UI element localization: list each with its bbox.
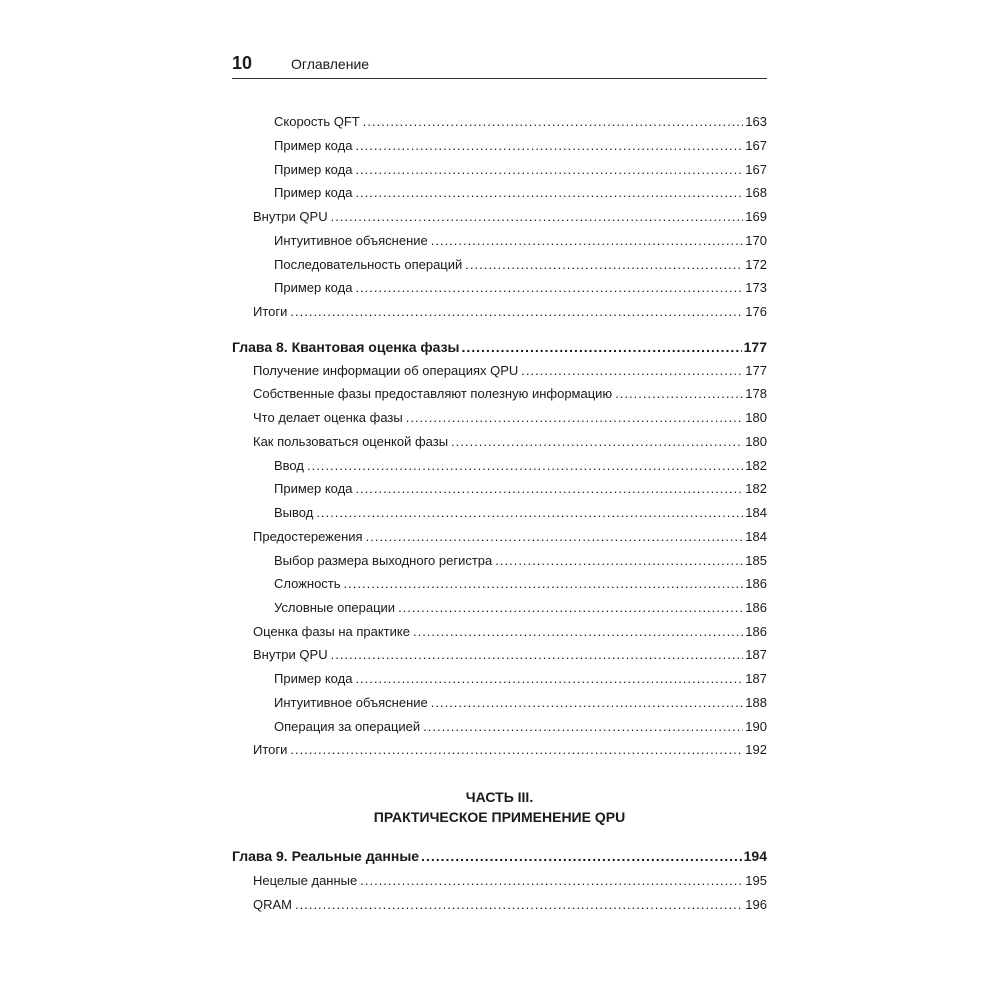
leader-dots xyxy=(423,718,743,736)
toc-entry-title: Нецелые данные xyxy=(253,873,358,888)
leader-dots xyxy=(451,433,743,451)
toc-entry[interactable] xyxy=(232,599,767,617)
toc-entry-page: 169 xyxy=(745,209,767,224)
leader-dots xyxy=(331,208,744,226)
toc-entry-page: 186 xyxy=(745,624,767,639)
toc-entry-page: 167 xyxy=(745,138,767,153)
toc-entry[interactable] xyxy=(232,113,767,131)
toc-entry[interactable] xyxy=(232,208,767,226)
toc-entry[interactable] xyxy=(232,433,767,451)
toc-entry[interactable] xyxy=(232,385,767,403)
toc-entry-page: 182 xyxy=(745,481,767,496)
leader-dots xyxy=(355,184,743,202)
toc-entry-page: 190 xyxy=(745,719,767,734)
leader-dots xyxy=(355,279,743,297)
toc-entry[interactable] xyxy=(232,528,767,546)
leader-dots xyxy=(495,552,743,570)
running-title: Оглавление xyxy=(291,56,370,72)
toc-entry-page: 184 xyxy=(745,529,767,544)
toc-entry-title: Итоги xyxy=(253,742,288,757)
leader-dots xyxy=(363,113,744,131)
leader-dots xyxy=(413,623,743,641)
chapter-page: 177 xyxy=(743,339,767,355)
toc-entry[interactable] xyxy=(232,575,767,593)
toc-entry-title: Внутри QPU xyxy=(253,209,328,224)
toc-entry[interactable] xyxy=(232,741,767,759)
toc-entry-title: Выбор размера выходного регистра xyxy=(274,553,493,568)
toc-entry-title: Скорость QFT xyxy=(274,114,360,129)
toc-entry-title: Пример кода xyxy=(274,280,353,295)
toc-entry[interactable] xyxy=(232,552,767,570)
leader-dots xyxy=(355,161,743,179)
leader-dots xyxy=(331,646,744,664)
toc-entry-title: Предостережения xyxy=(253,529,363,544)
leader-dots xyxy=(398,599,743,617)
toc-entry-page: 187 xyxy=(745,647,767,662)
toc-entry[interactable] xyxy=(232,256,767,274)
toc-entry-page: 186 xyxy=(745,576,767,591)
leader-dots xyxy=(462,338,742,356)
toc-entry-page: 170 xyxy=(745,233,767,248)
leader-dots xyxy=(290,303,743,321)
toc-entry[interactable] xyxy=(232,232,767,250)
leader-dots xyxy=(615,385,743,403)
leader-dots xyxy=(355,480,743,498)
toc-entry[interactable] xyxy=(232,161,767,179)
toc-entry[interactable] xyxy=(232,718,767,736)
toc-entry[interactable] xyxy=(232,137,767,155)
toc-entry[interactable] xyxy=(232,409,767,427)
toc-entry[interactable] xyxy=(232,872,767,890)
toc-entry-title: Оценка фазы на практике xyxy=(253,624,410,639)
toc-entry[interactable] xyxy=(232,896,767,914)
part-number: ЧАСТЬ III. xyxy=(465,789,534,805)
leader-dots xyxy=(316,504,743,522)
toc-entry-page: 177 xyxy=(745,363,767,378)
chapter-page: 194 xyxy=(743,848,767,864)
toc-entry-title: Итоги xyxy=(253,304,288,319)
toc-entry-title: Интуитивное объяснение xyxy=(274,233,428,248)
chapter-title: Глава 8. Квантовая оценка фазы xyxy=(232,339,460,355)
leader-dots xyxy=(431,694,744,712)
toc-entry-title: Получение информации об операциях QPU xyxy=(253,363,519,378)
toc-entry-page: 173 xyxy=(745,280,767,295)
toc-entry[interactable] xyxy=(232,670,767,688)
toc-entry-title: Пример кода xyxy=(274,162,353,177)
toc-entry-page: 188 xyxy=(745,695,767,710)
toc-entry-title: Собственные фазы предоставляют полезную информацию xyxy=(253,386,613,401)
leader-dots xyxy=(344,575,744,593)
toc-entry[interactable] xyxy=(232,303,767,321)
toc-entry-page: 176 xyxy=(745,304,767,319)
toc-entry-page: 180 xyxy=(745,410,767,425)
toc-entry-page: 184 xyxy=(745,505,767,520)
toc-entry-title: Что делает оценка фазы xyxy=(253,410,403,425)
toc-entry-title: Пример кода xyxy=(274,138,353,153)
leader-dots xyxy=(465,256,743,274)
toc-entry-title: Ввод xyxy=(274,458,304,473)
toc-entry-page: 178 xyxy=(745,386,767,401)
toc-entry[interactable] xyxy=(232,646,767,664)
leader-dots xyxy=(421,847,742,865)
running-header xyxy=(232,52,767,79)
toc-entry-title: Последовательность операций xyxy=(274,257,463,272)
toc-chapter-9[interactable] xyxy=(232,847,767,865)
toc-entry-title: Пример кода xyxy=(274,481,353,496)
page-number: 10 xyxy=(232,53,253,73)
toc-entry-page: 187 xyxy=(745,671,767,686)
toc-entry-page: 167 xyxy=(745,162,767,177)
toc-entry-title: Операция за операцией xyxy=(274,719,421,734)
toc-entry-page: 180 xyxy=(745,434,767,449)
leader-dots xyxy=(406,409,744,427)
toc-entry-page: 192 xyxy=(745,742,767,757)
toc-entry-page: 196 xyxy=(745,897,767,912)
leader-dots xyxy=(355,137,743,155)
toc-entry-title: Интуитивное объяснение xyxy=(274,695,428,710)
toc-entry-title: Сложность xyxy=(274,576,341,591)
toc-entry[interactable] xyxy=(232,279,767,297)
toc-entry-title: Условные операции xyxy=(274,600,396,615)
chapter-title: Глава 9. Реальные данные xyxy=(232,848,420,864)
leader-dots xyxy=(355,670,743,688)
toc-entry-page: 163 xyxy=(745,114,767,129)
leader-dots xyxy=(290,741,743,759)
toc-entry-page: 168 xyxy=(745,185,767,200)
toc-chapter-8[interactable] xyxy=(232,338,767,356)
toc-entry-page: 195 xyxy=(745,873,767,888)
toc-entry[interactable] xyxy=(232,184,767,202)
leader-dots xyxy=(431,232,744,250)
leader-dots xyxy=(307,457,743,475)
toc-entry-page: 186 xyxy=(745,600,767,615)
toc-entry-page: 182 xyxy=(745,458,767,473)
toc-entry[interactable] xyxy=(232,457,767,475)
toc-entry-title: Внутри QPU xyxy=(253,647,328,662)
toc-entry-title: Как пользоваться оценкой фазы xyxy=(253,434,449,449)
leader-dots xyxy=(366,528,744,546)
toc-entry[interactable] xyxy=(232,694,767,712)
toc-entry-title: Вывод xyxy=(274,505,314,520)
toc-entry-title: Пример кода xyxy=(274,671,353,686)
toc-entry[interactable] xyxy=(232,480,767,498)
part-title: ПРАКТИЧЕСКОЕ ПРИМЕНЕНИЕ QPU xyxy=(373,809,626,825)
toc-entry-title: QRAM xyxy=(253,897,292,912)
toc-entry-title: Пример кода xyxy=(274,185,353,200)
part-heading xyxy=(232,787,767,827)
leader-dots xyxy=(521,362,743,380)
toc-entry-page: 172 xyxy=(745,257,767,272)
toc-entry[interactable] xyxy=(232,623,767,641)
toc-entry-page: 185 xyxy=(745,553,767,568)
toc-entry[interactable] xyxy=(232,362,767,380)
leader-dots xyxy=(360,872,743,890)
leader-dots xyxy=(295,896,743,914)
toc-entry[interactable] xyxy=(232,504,767,522)
